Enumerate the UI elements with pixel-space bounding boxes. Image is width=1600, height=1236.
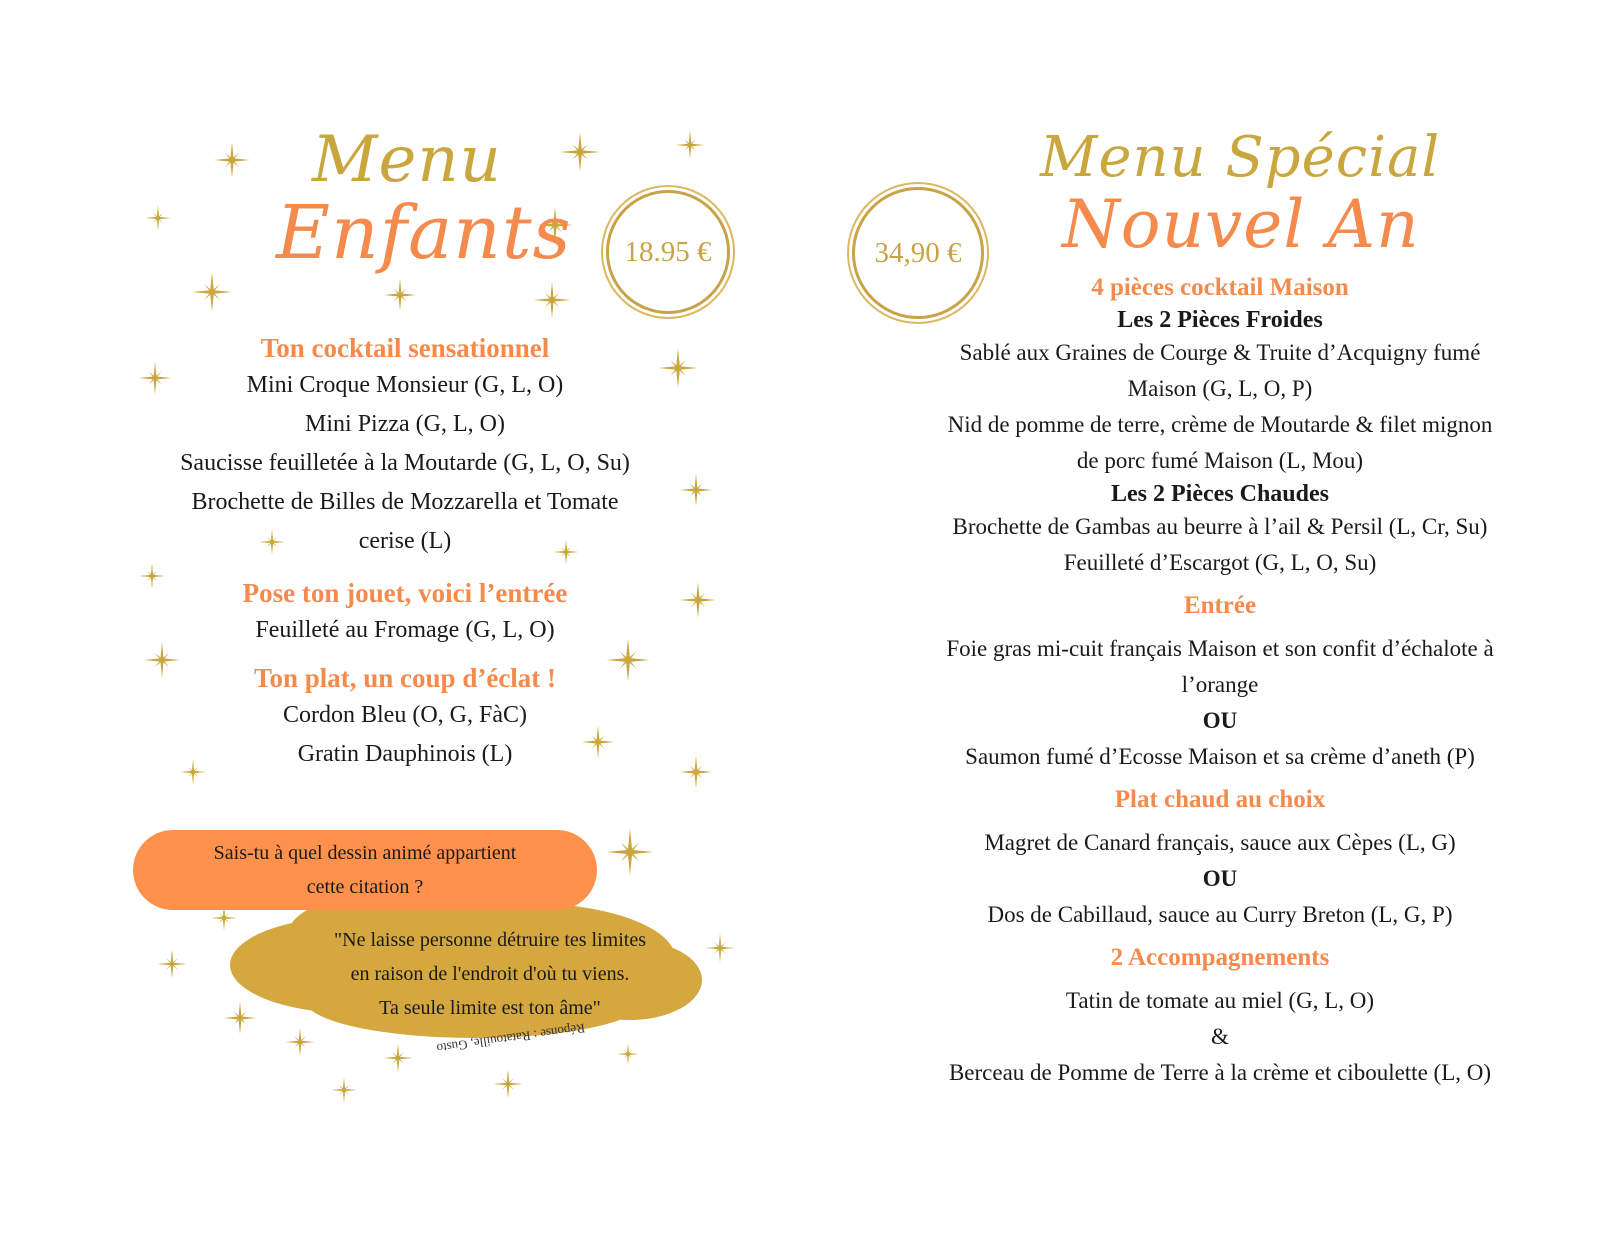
kids-menu-title-line2: Enfants [276,190,572,276]
menu-item: Dos de Cabillaud, sauce au Curry Breton (L, G, P) [987,902,1453,927]
menu-item: Mini Pizza (G, L, O) [305,411,505,437]
sparkle-star-icon [144,204,172,232]
menu-item: de porc fumé Maison (L, Mou) [1076,448,1364,473]
menu-item: Sablé aux Graines de Courge & Truite d’Acquigny fumé [959,340,1481,365]
menu-item: Mini Croque Monsieur (G, L, O) [246,372,564,398]
kids-menu-price-badge [606,190,730,314]
menu-item: Foie gras mi-cuit français Maison et son confit d’échalote à [946,636,1494,661]
sparkle-star-icon [212,140,252,180]
menu-item: Tatin de tomate au miel (G, L, O) [1065,988,1375,1013]
kids-menu-title-line1: Menu [312,123,502,197]
sparkle-star-icon [190,270,234,314]
quiz-question-line1: Sais-tu à quel dessin animé appartient [213,842,517,864]
and-separator: & [1211,1024,1229,1049]
section-heading-accompaniments: 2 Accompagnements [1110,944,1330,971]
menu-item: Cordon Bleu (O, G, FàC) [283,702,527,728]
sparkle-star-icon [678,580,718,620]
section-heading-plat: Plat chaud au choix [1114,786,1326,813]
quiz-question-bubble [133,830,597,910]
menu-item: Gratin Dauphinois (L) [297,741,513,767]
sparkle-star-icon [678,754,714,790]
new-year-price: 34,90 € [874,236,962,269]
menu-item: Feuilleté d’Escargot (G, L, O, Su) [1063,550,1377,575]
menu-item: Feuilleté au Fromage (G, L, O) [255,617,555,643]
sparkle-star-icon [492,1068,524,1100]
quiz-question-line2: cette citation ? [306,876,424,898]
quiz-quote-line3: Ta seule limite est ton âme" [379,997,601,1019]
new-year-title-line2: Nouvel An [1062,186,1420,263]
section-heading-cocktail: 4 pièces cocktail Maison [1091,274,1349,301]
new-year-title-line1: Menu Spécial [1040,125,1441,190]
kids-menu-price: 18.95 € [624,235,712,268]
subheading-cold-pieces: Les 2 Pièces Froides [1117,307,1323,333]
menu-item: Magret de Canard français, sauce aux Cèpes (L, G) [984,830,1456,855]
quiz-quote-line2: en raison de l'endroit d'où tu viens. [350,963,630,985]
sparkle-star-icon [604,826,656,878]
section-heading-plat: Ton plat, un coup d’éclat ! [253,663,557,693]
quiz-quote-line1: "Ne laisse personne détruire tes limites [334,929,646,951]
menu-item: Berceau de Pomme de Terre à la crème et ciboulette (L, O) [948,1060,1492,1085]
or-separator: OU [1202,866,1238,891]
sparkle-star-icon [532,280,572,320]
sparkle-star-icon [382,277,418,313]
sparkle-star-icon [330,1076,358,1104]
sparkle-star-icon [678,472,714,508]
new-year-menu-content [900,271,1540,1091]
section-heading-entree: Entrée [1183,592,1257,619]
menu-item: cerise (L) [358,528,452,554]
subheading-hot-pieces: Les 2 Pièces Chaudes [1111,481,1329,507]
menu-item: l’orange [1181,672,1259,697]
menu-item: Brochette de Billes de Mozzarella et Tomate [191,489,619,515]
quiz-answer: Réponse : Ratatouille, Gusto [435,1020,586,1057]
menu-item: Nid de pomme de terre, crème de Moutarde & filet mignon [947,412,1493,437]
quiz-quote [290,923,690,1025]
menu-item: Saumon fumé d’Ecosse Maison et sa crème d’aneth (P) [965,744,1475,769]
menu-item: Saucisse feuilletée à la Moutarde (G, L, O, Su) [180,450,630,476]
sparkle-star-icon [558,130,602,174]
or-separator: OU [1202,708,1238,733]
sparkle-star-icon [674,129,706,161]
menu-item: Brochette de Gambas au beurre à l’ail & Persil (L, Cr, Su) [952,514,1488,539]
sparkle-star-icon [156,948,188,980]
kids-menu-content [130,330,680,774]
menu-item: Maison (G, L, O, P) [1127,376,1313,401]
section-heading-entree: Pose ton jouet, voici l’entrée [242,578,568,608]
section-heading-cocktail: Ton cocktail sensationnel [260,333,550,363]
